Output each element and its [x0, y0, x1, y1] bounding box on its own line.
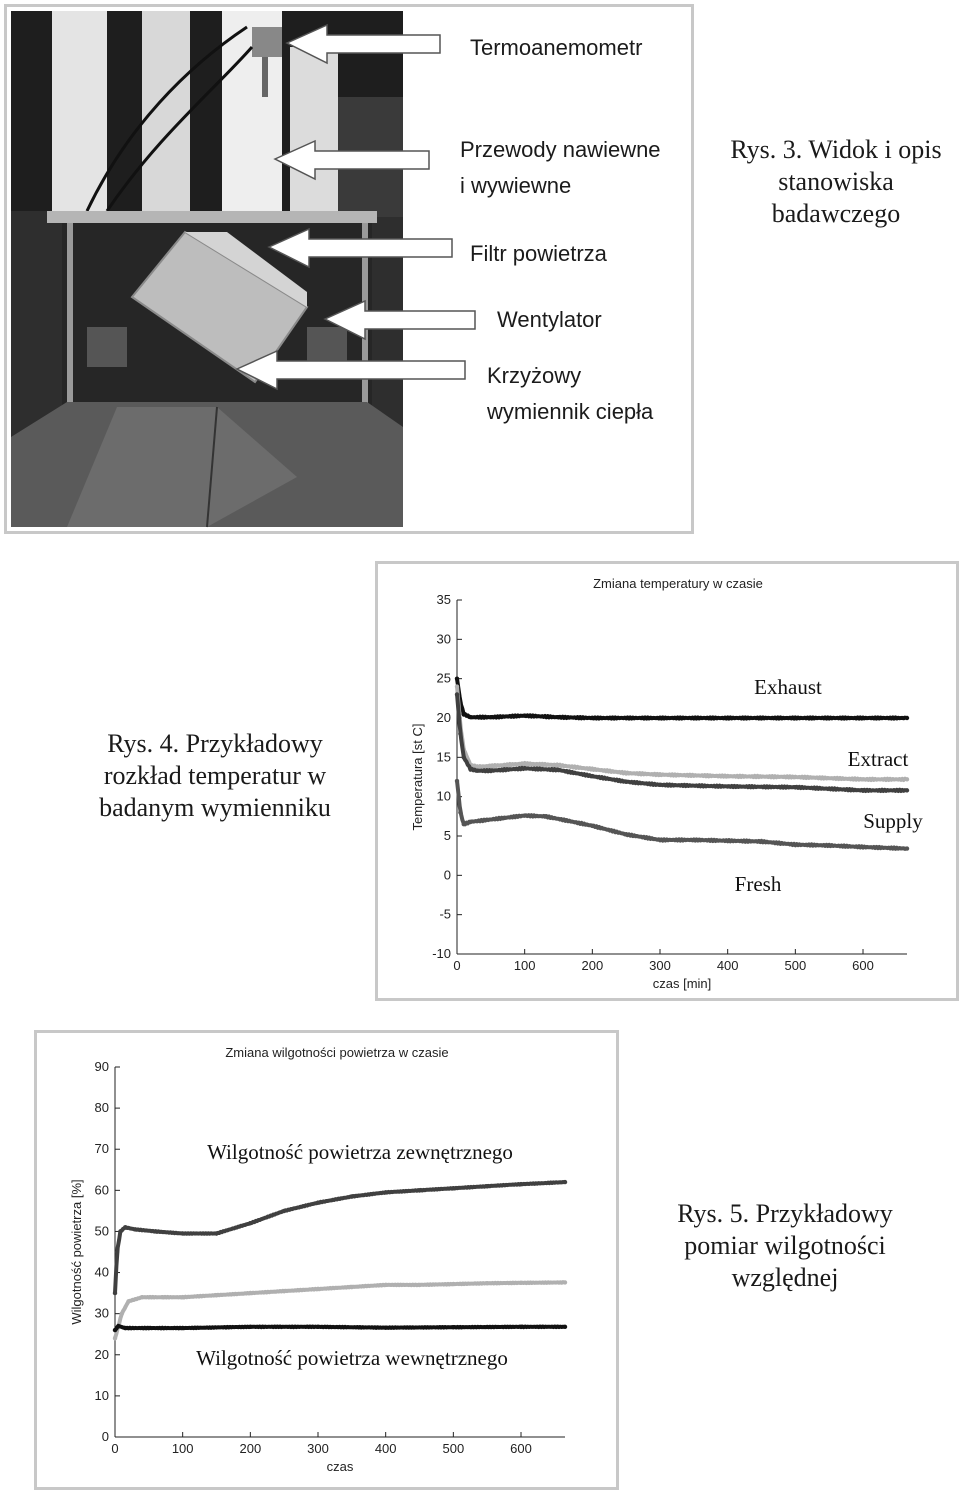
figure3-frame: [4, 4, 694, 534]
data-point: [905, 777, 909, 781]
data-point: [475, 769, 479, 773]
data-point: [793, 785, 797, 789]
figure5-frame: [34, 1030, 619, 1490]
x-axis-label: czas [min]: [652, 976, 712, 991]
data-point: [489, 715, 493, 719]
data-point: [624, 780, 628, 784]
data-point: [118, 1229, 122, 1233]
data-point: [692, 838, 696, 842]
x-axis-label: czas: [326, 1459, 354, 1474]
data-point: [489, 764, 493, 768]
annotation-indoor: Wilgotność powietrza wewnętrznego: [196, 1346, 508, 1370]
figure4-frame: [375, 561, 959, 1001]
data-point: [759, 839, 763, 843]
x-tick-label: 400: [716, 958, 739, 973]
label-filtr: Filtr powietrza: [470, 241, 607, 266]
data-point: [793, 716, 797, 720]
y-tick-label: 10: [94, 1387, 109, 1403]
y-tick-label: 10: [436, 788, 451, 804]
y-tick-label: 0: [101, 1429, 109, 1444]
data-point: [658, 716, 662, 720]
data-point: [556, 768, 560, 772]
x-tick-label: 0: [453, 958, 461, 973]
x-tick-label: 300: [649, 958, 671, 973]
data-point: [455, 684, 459, 688]
y-tick-label: 80: [94, 1100, 109, 1116]
data-point: [451, 1325, 455, 1329]
data-point: [522, 761, 526, 765]
data-point: [485, 1281, 489, 1285]
x-tick-label: 200: [581, 958, 604, 973]
x-tick-label: 600: [852, 958, 874, 973]
data-point: [123, 1326, 127, 1330]
data-point: [120, 1311, 124, 1315]
data-point: [462, 755, 466, 759]
data-point: [861, 777, 865, 781]
humidity-chart: [37, 1033, 616, 1487]
data-point: [725, 839, 729, 843]
label-krzyzowy-line1: Krzyżowy: [487, 363, 582, 388]
data-point: [502, 816, 506, 820]
chart-title: Zmiana wilgotności powietrza w czasie: [225, 1045, 449, 1060]
data-point: [519, 1182, 523, 1186]
label-przewody-line1: Przewody nawiewne: [460, 137, 661, 162]
series-0: [113, 1180, 567, 1295]
y-tick-label: 30: [436, 631, 451, 647]
data-point: [383, 1190, 387, 1194]
data-point: [624, 771, 628, 775]
y-tick-label: 50: [94, 1223, 109, 1239]
data-point: [214, 1231, 218, 1235]
data-point: [160, 1295, 164, 1299]
temperature-chart: [378, 564, 956, 998]
data-point: [563, 1325, 567, 1329]
data-point: [462, 712, 466, 716]
data-point: [590, 767, 594, 771]
data-point: [590, 716, 594, 720]
label-wentylator: Wentylator: [497, 307, 602, 332]
figure3-photo: [7, 7, 691, 531]
y-tick-label: 20: [436, 710, 451, 725]
data-point: [316, 1200, 320, 1204]
data-point: [522, 713, 526, 717]
series-label-fresh: Fresh: [734, 872, 782, 896]
x-tick-label: 0: [111, 1441, 119, 1456]
data-point: [543, 814, 547, 818]
data-point: [116, 1324, 120, 1328]
y-tick-label: 60: [94, 1182, 109, 1198]
series-exhaust: [455, 676, 909, 720]
x-tick-label: 100: [513, 958, 536, 973]
y-tick-label: 0: [443, 867, 451, 883]
y-tick-label: 90: [94, 1059, 109, 1074]
x-tick-label: 200: [239, 1441, 262, 1456]
y-axis-label: Temperatura [st C]: [410, 723, 425, 831]
data-point: [725, 716, 729, 720]
data-point: [861, 845, 865, 849]
data-point: [519, 1325, 523, 1329]
data-point: [153, 1229, 157, 1233]
data-point: [316, 1325, 320, 1329]
data-point: [451, 1186, 455, 1190]
data-point: [482, 818, 486, 822]
y-tick-label: 70: [94, 1141, 109, 1157]
series-label-exhaust: Exhaust: [754, 675, 822, 699]
data-point: [113, 1336, 117, 1340]
data-point: [861, 788, 865, 792]
data-point: [455, 692, 459, 696]
data-point: [133, 1227, 137, 1231]
y-tick-label: 15: [436, 749, 451, 765]
data-point: [462, 822, 466, 826]
data-point: [282, 1289, 286, 1293]
data-point: [556, 763, 560, 767]
x-tick-label: 100: [171, 1441, 194, 1456]
data-point: [624, 832, 628, 836]
data-point: [282, 1209, 286, 1213]
data-point: [793, 842, 797, 846]
data-point: [489, 769, 493, 773]
chart-title: Zmiana temperatury w czasie: [593, 576, 763, 591]
data-point: [113, 1291, 117, 1295]
data-point: [248, 1221, 252, 1225]
series-label-extract: Extract: [847, 747, 909, 771]
y-tick-label: 25: [436, 670, 451, 686]
y-tick-label: 35: [436, 592, 451, 607]
data-point: [590, 824, 594, 828]
y-axis-label: Wilgotność powietrza [%]: [69, 1179, 84, 1325]
figure3-caption: Rys. 3. Widok i opis stanowiska badawczego: [730, 135, 942, 228]
label-przewody-line2: i wywiewne: [460, 173, 572, 198]
x-tick-label: 400: [374, 1441, 397, 1456]
data-point: [248, 1291, 252, 1295]
figure4-caption: Rys. 4. Przykładowy rozkład temperatur w badanym wymienniku: [99, 729, 331, 822]
label-krzyzowy-line2: wymiennik ciepła: [487, 399, 654, 424]
data-point: [113, 1328, 117, 1332]
data-point: [140, 1295, 144, 1299]
data-point: [383, 1325, 387, 1329]
data-point: [468, 715, 472, 719]
y-tick-label: 40: [94, 1264, 109, 1280]
data-point: [350, 1194, 354, 1198]
y-tick-label: -10: [432, 946, 451, 961]
data-point: [451, 1282, 455, 1286]
data-point: [563, 818, 567, 822]
x-tick-label: 500: [784, 958, 807, 973]
data-point: [905, 846, 909, 850]
data-point: [519, 1281, 523, 1285]
series-line: [457, 679, 906, 719]
data-point: [793, 775, 797, 779]
data-point: [725, 774, 729, 778]
data-point: [458, 732, 462, 736]
data-point: [455, 779, 459, 783]
y-tick-label: 30: [94, 1305, 109, 1321]
data-point: [180, 1295, 184, 1299]
y-tick-label: 20: [94, 1346, 109, 1362]
x-tick-label: 600: [510, 1441, 532, 1456]
data-point: [180, 1231, 184, 1235]
data-point: [147, 1326, 151, 1330]
data-point: [180, 1326, 184, 1330]
data-point: [905, 788, 909, 792]
data-point: [827, 843, 831, 847]
data-point: [861, 716, 865, 720]
data-point: [725, 784, 729, 788]
data-point: [468, 767, 472, 771]
data-point: [455, 676, 459, 680]
series-line: [115, 1182, 564, 1293]
data-point: [556, 715, 560, 719]
data-point: [350, 1285, 354, 1289]
data-point: [658, 838, 662, 842]
figure5-caption: Rys. 5. Przykładowy pomiar wilgotności względnej: [677, 1199, 893, 1292]
data-point: [316, 1287, 320, 1291]
data-point: [658, 783, 662, 787]
data-point: [485, 1184, 489, 1188]
x-tick-label: 300: [307, 1441, 329, 1456]
data-point: [522, 813, 526, 817]
label-termoanemometr: Termoanemometr: [470, 35, 643, 60]
data-point: [468, 820, 472, 824]
annotation-outdoor: Wilgotność powietrza zewnętrznego: [207, 1140, 513, 1164]
series-line: [457, 686, 906, 780]
data-point: [658, 772, 662, 776]
y-tick-label: -5: [439, 906, 451, 922]
data-point: [248, 1325, 252, 1329]
data-point: [590, 774, 594, 778]
series-1: [113, 1280, 567, 1340]
x-tick-label: 500: [442, 1441, 465, 1456]
data-point: [383, 1283, 387, 1287]
data-point: [905, 716, 909, 720]
data-point: [123, 1225, 127, 1229]
series-label-supply: Supply: [863, 809, 923, 833]
data-point: [563, 1280, 567, 1284]
data-point: [126, 1299, 130, 1303]
y-tick-label: 5: [443, 828, 451, 843]
data-point: [522, 766, 526, 770]
series-2: [113, 1324, 567, 1333]
data-point: [417, 1283, 421, 1287]
data-point: [458, 810, 462, 814]
data-point: [214, 1293, 218, 1297]
data-point: [417, 1188, 421, 1192]
data-point: [563, 1180, 567, 1184]
data-point: [115, 1250, 119, 1254]
